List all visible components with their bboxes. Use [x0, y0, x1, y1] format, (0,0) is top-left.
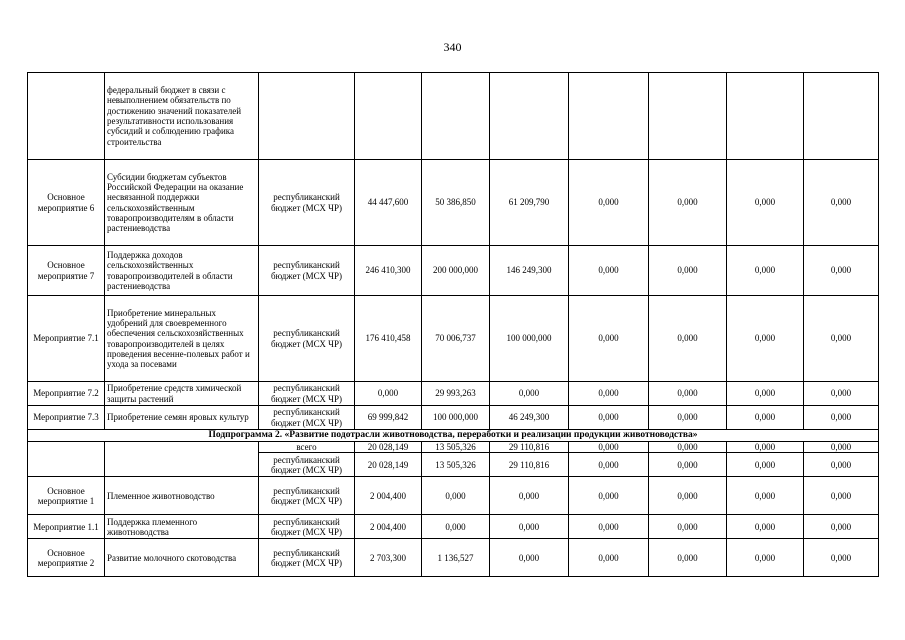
value-cell: 200 000,000 — [422, 246, 490, 296]
value-cell — [355, 73, 422, 160]
value-cell: 2 703,300 — [355, 539, 422, 577]
value-cell: 29 110,816 — [490, 442, 569, 453]
value-cell: 0,000 — [804, 539, 879, 577]
value-cell: 0,000 — [649, 246, 727, 296]
value-cell: 100 000,000 — [422, 406, 490, 430]
row-source: всего — [259, 442, 355, 453]
value-cell: 0,000 — [727, 406, 804, 430]
row-code: Основное мероприятие 2 — [28, 539, 105, 577]
table-row — [28, 73, 879, 160]
value-cell: 0,000 — [569, 453, 649, 477]
value-cell: 69 999,842 — [355, 406, 422, 430]
value-cell: 0,000 — [727, 442, 804, 453]
value-cell: 46 249,300 — [490, 406, 569, 430]
value-cell: 44 447,600 — [355, 160, 422, 246]
value-cell: 70 006,737 — [422, 296, 490, 382]
value-cell: 0,000 — [422, 515, 490, 539]
value-cell: 0,000 — [804, 453, 879, 477]
value-cell: 0,000 — [569, 160, 649, 246]
row-source: республиканский бюджет (МСХ ЧР) — [259, 160, 355, 246]
row-name: Племенное животноводство — [105, 477, 259, 515]
value-cell: 0,000 — [490, 382, 569, 406]
value-cell: 0,000 — [649, 477, 727, 515]
row-code: Мероприятие 7.1 — [28, 296, 105, 382]
value-cell: 0,000 — [727, 160, 804, 246]
table-row — [28, 539, 879, 577]
value-cell: 246 410,300 — [355, 246, 422, 296]
value-cell — [727, 73, 804, 160]
row-code — [28, 73, 105, 160]
value-cell: 2 004,400 — [355, 515, 422, 539]
value-cell: 29 110,816 — [490, 453, 569, 477]
table-row — [28, 442, 879, 453]
row-name: Приобретение минеральных удобрений для своевременного обеспечения сельскохозяйственных товаропроизводителей в целях проведения весенне-полевых работ и ухода за посевами — [105, 296, 259, 382]
value-cell: 20 028,149 — [355, 453, 422, 477]
row-source: республиканский бюджет (МСХ ЧР) — [259, 246, 355, 296]
value-cell: 0,000 — [422, 477, 490, 515]
value-cell — [649, 73, 727, 160]
value-cell: 0,000 — [569, 515, 649, 539]
row-name: Развитие молочного скотоводства — [105, 539, 259, 577]
row-code: Основное мероприятие 7 — [28, 246, 105, 296]
value-cell: 0,000 — [490, 477, 569, 515]
row-code: Мероприятие 7.3 — [28, 406, 105, 430]
value-cell: 0,000 — [804, 246, 879, 296]
table-row — [28, 382, 879, 406]
value-cell: 0,000 — [569, 246, 649, 296]
table-row — [28, 246, 879, 296]
value-cell: 0,000 — [490, 539, 569, 577]
row-source: республиканский бюджет (МСХ ЧР) — [259, 382, 355, 406]
value-cell: 0,000 — [727, 246, 804, 296]
value-cell: 50 386,850 — [422, 160, 490, 246]
row-source: республиканский бюджет (МСХ ЧР) — [259, 296, 355, 382]
row-code — [28, 442, 105, 477]
row-code: Мероприятие 1.1 — [28, 515, 105, 539]
row-source: республиканский бюджет (МСХ ЧР) — [259, 539, 355, 577]
row-name: федеральный бюджет в связи с невыполнением обязательств по достижению значений показателей результативности использования субсидий и соблюдению графика строительства — [105, 73, 259, 160]
value-cell: 0,000 — [649, 382, 727, 406]
value-cell — [490, 73, 569, 160]
value-cell: 0,000 — [569, 382, 649, 406]
value-cell: 0,000 — [649, 539, 727, 577]
value-cell: 0,000 — [569, 296, 649, 382]
row-name: Приобретение средств химической защиты растений — [105, 382, 259, 406]
row-source: республиканский бюджет (МСХ ЧР) — [259, 515, 355, 539]
value-cell: 0,000 — [490, 515, 569, 539]
value-cell: 100 000,000 — [490, 296, 569, 382]
row-code: Основное мероприятие 6 — [28, 160, 105, 246]
row-name: Поддержка племенного животноводства — [105, 515, 259, 539]
value-cell — [569, 73, 649, 160]
value-cell: 2 004,400 — [355, 477, 422, 515]
value-cell: 0,000 — [649, 442, 727, 453]
page-number: 340 — [443, 40, 462, 54]
value-cell: 0,000 — [727, 477, 804, 515]
row-source: республиканский бюджет (МСХ ЧР) — [259, 406, 355, 430]
subprogram-row — [28, 430, 879, 442]
value-cell: 0,000 — [727, 515, 804, 539]
value-cell: 0,000 — [804, 160, 879, 246]
value-cell: 13 505,326 — [422, 442, 490, 453]
row-name — [105, 442, 259, 477]
value-cell: 1 136,527 — [422, 539, 490, 577]
value-cell: 0,000 — [804, 477, 879, 515]
value-cell: 0,000 — [727, 296, 804, 382]
value-cell: 146 249,300 — [490, 246, 569, 296]
value-cell: 0,000 — [649, 406, 727, 430]
value-cell: 0,000 — [804, 406, 879, 430]
value-cell: 0,000 — [569, 477, 649, 515]
value-cell: 0,000 — [649, 515, 727, 539]
row-name: Поддержка доходов сельскохозяйственных товаропроизводителей в области растениеводства — [105, 246, 259, 296]
table-row — [28, 406, 879, 430]
value-cell: 0,000 — [804, 296, 879, 382]
value-cell: 0,000 — [727, 382, 804, 406]
row-name: Субсидии бюджетам субъектов Российской Федерации на оказание несвязанной поддержки сельскохозяйственным товаропроизводителям в области растениеводства — [105, 160, 259, 246]
value-cell: 0,000 — [804, 442, 879, 453]
value-cell: 0,000 — [727, 453, 804, 477]
value-cell: 0,000 — [649, 453, 727, 477]
value-cell: 0,000 — [355, 382, 422, 406]
value-cell: 0,000 — [804, 515, 879, 539]
value-cell: 0,000 — [569, 406, 649, 430]
row-source: республиканский бюджет (МСХ ЧР) — [259, 453, 355, 477]
value-cell: 0,000 — [569, 442, 649, 453]
row-code: Мероприятие 7.2 — [28, 382, 105, 406]
row-source: республиканский бюджет (МСХ ЧР) — [259, 477, 355, 515]
budget-table — [27, 72, 879, 577]
table-row — [28, 296, 879, 382]
value-cell: 13 505,326 — [422, 453, 490, 477]
table-row — [28, 160, 879, 246]
value-cell: 0,000 — [649, 296, 727, 382]
value-cell: 0,000 — [569, 539, 649, 577]
value-cell — [804, 73, 879, 160]
value-cell: 20 028,149 — [355, 442, 422, 453]
value-cell — [422, 73, 490, 160]
value-cell: 176 410,458 — [355, 296, 422, 382]
value-cell: 0,000 — [804, 382, 879, 406]
row-name: Приобретение семян яровых культур — [105, 406, 259, 430]
row-source — [259, 73, 355, 160]
row-code: Основное мероприятие 1 — [28, 477, 105, 515]
table-row — [28, 477, 879, 515]
value-cell: 29 993,263 — [422, 382, 490, 406]
value-cell: 0,000 — [727, 539, 804, 577]
table-row — [28, 515, 879, 539]
value-cell: 61 209,790 — [490, 160, 569, 246]
value-cell: 0,000 — [649, 160, 727, 246]
subprogram-title: Подпрограмма 2. «Развитие подотрасли животноводства, переработки и реализации продукции животноводства» — [28, 430, 879, 442]
